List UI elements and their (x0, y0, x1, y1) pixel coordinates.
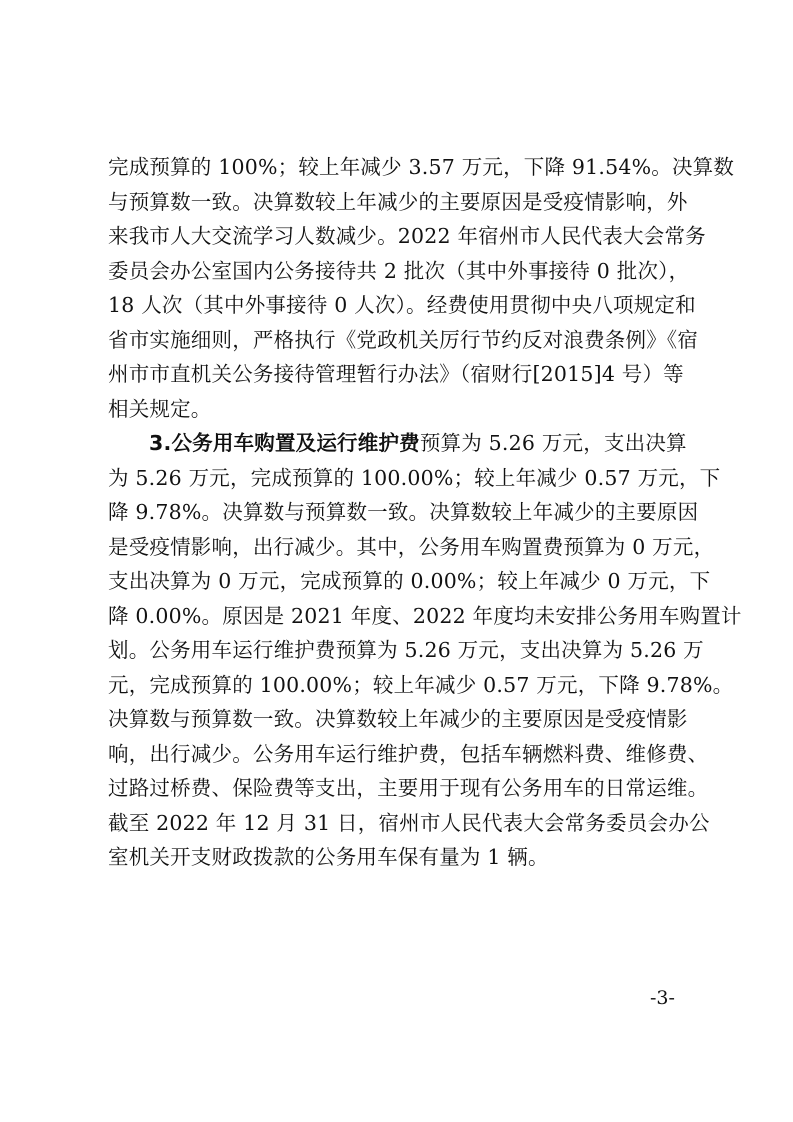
text-line: 响，出行减少。公务用车运行维护费，包括车辆燃料费、维修费、 (108, 741, 709, 766)
page-number: -3- (650, 987, 675, 1009)
text-line: 州市市直机关公务接待管理暂行办法》（宿财行[2015]4 号）等 (108, 362, 684, 386)
section-3-heading: 3.公务用车购置及运行维护费 (149, 431, 420, 455)
text-line: 相关规定。 (108, 396, 212, 421)
section-3-first-line-text: 预算为 5.26 万元，支出决算 (419, 431, 687, 455)
text-line: 降 0.00%。原因是 2021 年度、2022 年度均未安排公务用车购置计 (108, 603, 742, 628)
text-line: 委员会办公室国内公务接待共 2 批次（其中外事接待 0 批次）， (108, 258, 690, 283)
section-3-first-line (108, 426, 698, 461)
text-line: 支出决算为 0 万元，完成预算的 0.00%；较上年减少 0 万元，下 (108, 569, 711, 593)
text-line: 划。公务用车运行维护费预算为 5.26 万元，支出决算为 5.26 万 (108, 638, 704, 662)
text-line: 来我市人大交流学习人数减少。2022 年宿州市人民代表大会常务 (108, 224, 706, 248)
text-line: 与预算数一致。决算数较上年减少的主要原因是受疫情影响，外 (108, 189, 688, 214)
body-text (108, 150, 742, 875)
text-line: 室机关开支财政拨款的公务用车保有量为 1 辆。 (108, 845, 549, 869)
text-line: 完成预算的 100%；较上年减少 3.57 万元，下降 91.54%。决算数 (108, 155, 735, 179)
text-line: 18 人次（其中外事接待 0 人次）。经费使用贯彻中央八项规定和 (108, 293, 696, 317)
text-line: 截至 2022 年 12 月 31 日，宿州市人民代表大会常务委员会办公 (108, 810, 710, 835)
text-line: 是受疫情影响，出行减少。其中，公务用车购置费预算为 0 万元， (108, 534, 715, 559)
text-line: 决算数与预算数一致。决算数较上年减少的主要原因是受疫情影 (108, 707, 688, 731)
text-line: 过路过桥费、保险费等支出，主要用于现有公务用车的日常运维。 (108, 776, 709, 800)
text-line: 省市实施细则，严格执行《党政机关厉行节约反对浪费条例》《宿 (108, 327, 699, 352)
text-line: 降 9.78%。决算数与预算数一致。决算数较上年减少的主要原因 (108, 500, 699, 524)
text-line: 元，完成预算的 100.00%；较上年减少 0.57 万元，下降 9.78%。 (108, 672, 734, 697)
text-line: 为 5.26 万元，完成预算的 100.00%；较上年减少 0.57 万元，下 (108, 465, 721, 490)
